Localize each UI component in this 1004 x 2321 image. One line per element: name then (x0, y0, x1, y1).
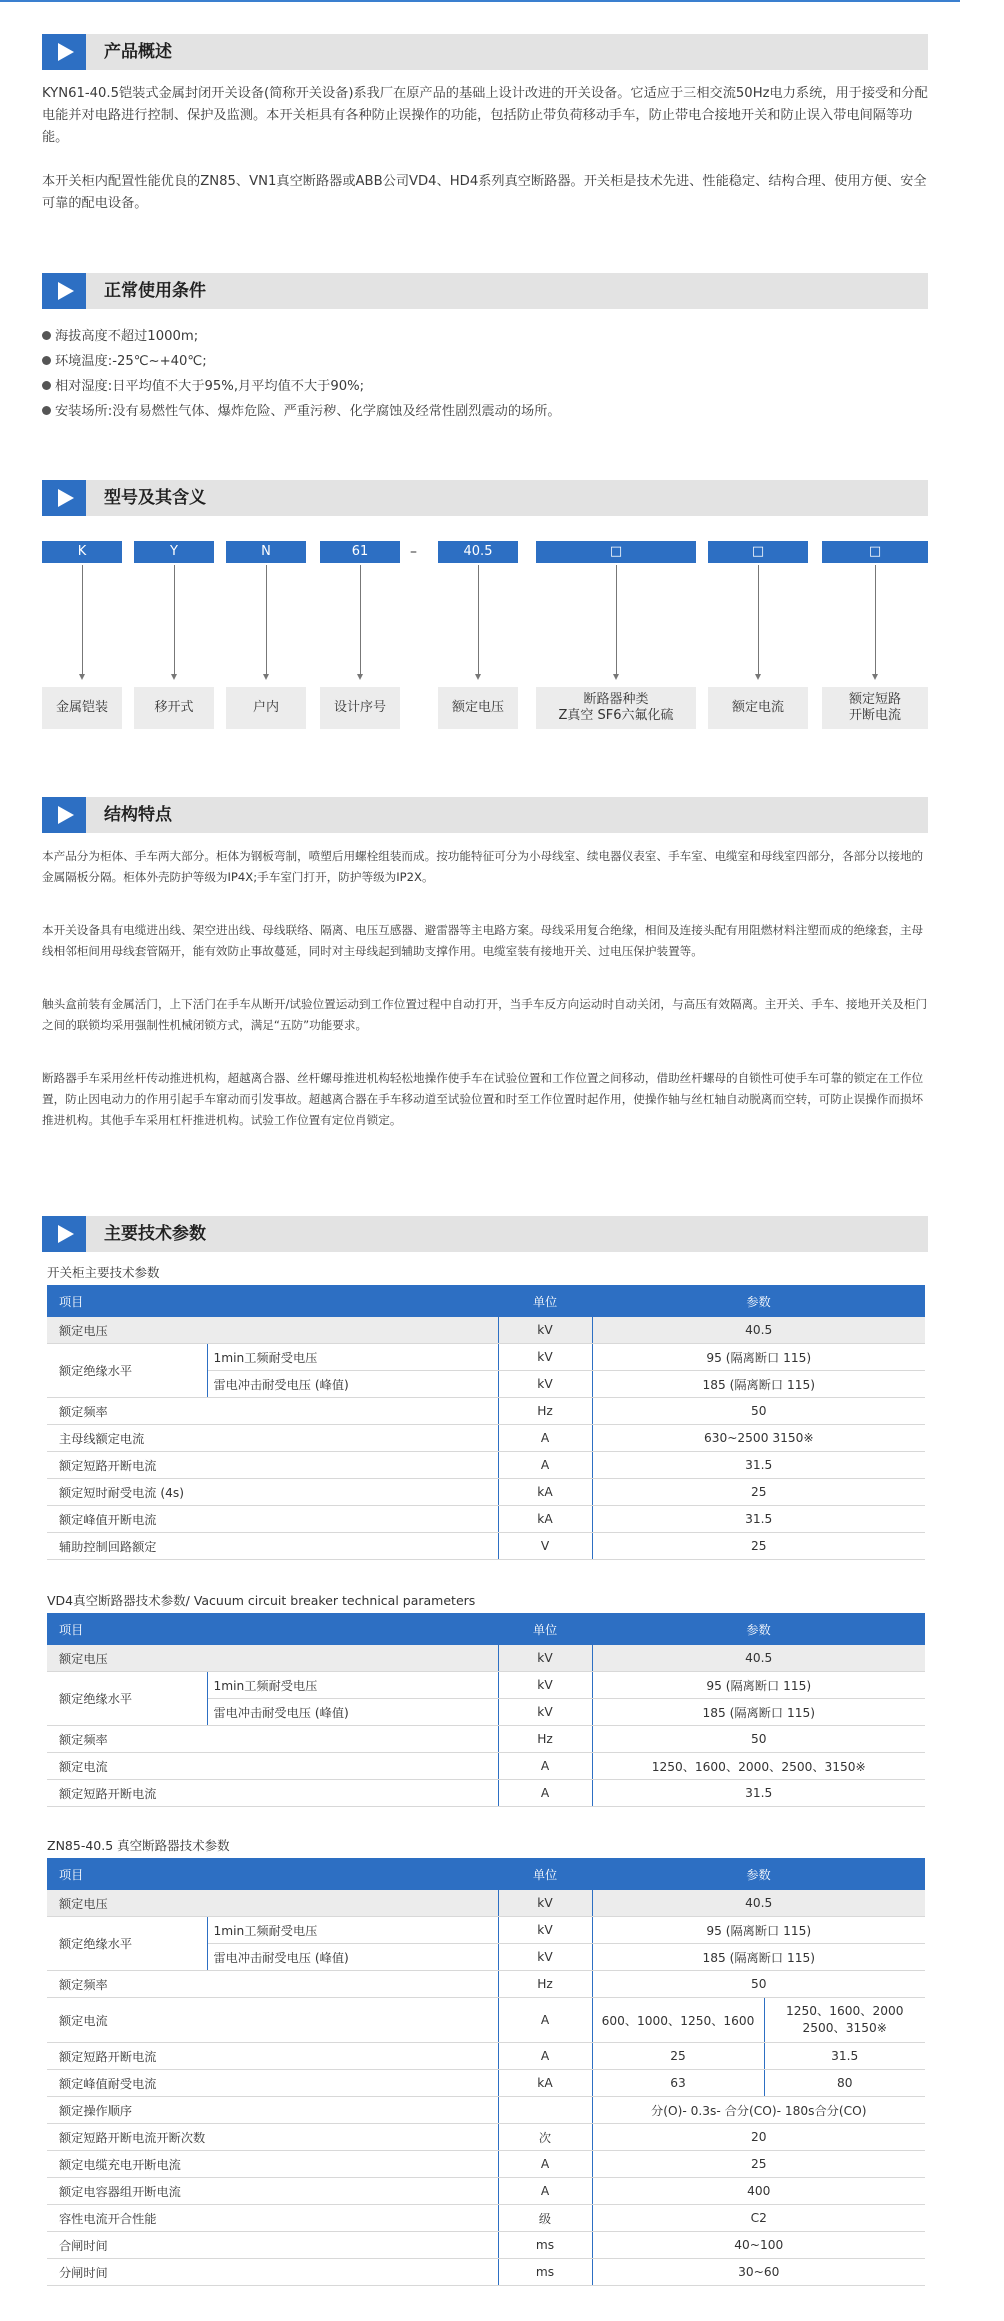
structure-paragraph: 触头盒前装有金属活门，上下活门在手车从断开/试验位置运动到工作位置过程中自动打开，当手车反方向运动时自动关闭，与高压有效隔离。主开关、手车、接地开关及柜门之间的联锁均采用强制性机械闭锁方式，满足“五防”功能要求。 (42, 997, 928, 1032)
model-connector (360, 565, 361, 675)
model-code-box: □ (822, 541, 928, 563)
table-header-row (47, 1858, 925, 1890)
table-caption: VD4真空断路器技术参数/ Vacuum circuit breaker technical parameters (47, 1593, 476, 1608)
overview-paragraph-2: 本开关柜内配置性能优良的ZN85、VN1真空断路器或ABB公司VD4、HD4系列真空断路器。开关柜是技术先进、性能稳定、结构合理、使用方便、安全可靠的配电设备。 (42, 174, 927, 211)
model-code-box: □ (708, 541, 808, 563)
arrow-down-icon (475, 674, 481, 680)
table-row: 额定电压 kV 40.5 (47, 1645, 925, 1672)
structure-paragraph: 断路器手车采用丝杆传动推进机构，超越离合器、丝杆螺母推进机构轻松地操作使手车在试验位置和工作位置之间移动，借助丝杆螺母的自锁性可使手车可靠的锁定在工作位置，防止因电动力的作用引起手车窜动而引发事故。超越离合器在手车移动道至试验位置和时至工作位置时起作用，使操作轴与丝杠轴自动脱离而空转，可防止误操作而损坏推进机构。其他手车采用杠杆推进机构。试验工作位置有定位肖锁定。 (42, 1071, 924, 1127)
model-code-box: N (226, 541, 306, 563)
table-row: 额定频率 Hz 50 (47, 1398, 925, 1425)
table-row: 额定短路开断电流开断次数 次 20 (47, 2124, 925, 2151)
table-row: 额定短路开断电流 A 25 31.5 (47, 2043, 925, 2070)
arrow-down-icon (755, 674, 761, 680)
arrow-down-icon (613, 674, 619, 680)
play-arrow-icon (42, 480, 86, 516)
arrow-down-icon (263, 674, 269, 680)
table-row: 额定峰值开断电流 kA 31.5 (47, 1506, 925, 1533)
model-dash: – (410, 544, 417, 560)
table-row: 额定绝缘水平 1min工频耐受电压 kV 95 (隔离断口 115) (47, 1344, 925, 1371)
structure-paragraph: 本产品分为柜体、手车两大部分。柜体为钢板弯制，喷塑后用螺栓组装而成。按功能特征可分为小母线室、续电器仪表室、手车室、电缆室和母线室四部分，各部分以接地的金属隔板分隔。柜体外壳防护等级为IP4X;手车室门打开，防护等级为IP2X。 (42, 849, 924, 884)
model-code-box: K (42, 541, 122, 563)
model-connector (758, 565, 759, 675)
model-connector (174, 565, 175, 675)
bullet-icon (42, 331, 51, 340)
table-header-row (47, 1613, 925, 1645)
table-row: 额定短路开断电流 A 31.5 (47, 1780, 925, 1807)
model-label: 断路器种类 Z真空 SF6六氟化硫 (536, 687, 696, 729)
model-connector (82, 565, 83, 675)
model-label: 移开式 (134, 687, 214, 729)
model-label: 设计序号 (320, 687, 400, 729)
table-row: 额定电流 A 600、1000、1250、1600 1250、1600、2000 2500、3150※ (47, 1998, 925, 2043)
table-row: 额定短时耐受电流 (4s) kA 25 (47, 1479, 925, 1506)
arrow-down-icon (79, 674, 85, 680)
model-connector (266, 565, 267, 675)
arrow-down-icon (357, 674, 363, 680)
table-caption: 开关柜主要技术参数 (47, 1265, 160, 1280)
table-row: 额定绝缘水平 1min工频耐受电压 kV 95 (隔离断口 115) (47, 1672, 925, 1699)
model-label: 金属铠装 (42, 687, 122, 729)
model-label: 额定短路 开断电流 (822, 687, 928, 729)
header-item: 项目 (47, 1285, 498, 1317)
bullet-icon (42, 406, 51, 415)
model-label: 额定电压 (438, 687, 518, 729)
table-row: 主母线额定电流 A 630~2500 3150※ (47, 1425, 925, 1452)
section-header-overview (42, 34, 928, 70)
table-row: 额定电流 A 1250、1600、2000、2500、3150※ (47, 1753, 925, 1780)
table-row: 雷电冲击耐受电压 (峰值) kV 185 (隔离断口 115) (47, 1699, 925, 1726)
vd4-params-table (47, 1613, 925, 1807)
table-row: 额定操作顺序 分(O)- 0.3s- 合分(CO)- 180s合分(CO) (47, 2097, 925, 2124)
header-value: 参数 (592, 1613, 925, 1645)
model-label: 户内 (226, 687, 306, 729)
model-connector (478, 565, 479, 675)
section-header-conditions (42, 273, 928, 309)
section-title: 型号及其含义 (104, 488, 206, 508)
table-header-row (47, 1285, 925, 1317)
structure-paragraph: 本开关设备具有电缆进出线、架空进出线、母线联络、隔离、电压互感器、避雷器等主电路方案。母线采用复合绝缘，相间及连接头配有用阻燃材料注塑而成的绝缘套，主母线相邻柜间用母线套管隔开，能有效防止事故蔓延，同时对主母线起到辅助支撑作用。电缆室装有接地开关、过电压保护装置等。 (42, 923, 924, 958)
model-connector (875, 565, 876, 675)
model-code-box: 40.5 (438, 541, 518, 563)
section-title: 结构特点 (104, 805, 172, 825)
condition-item: 环境温度:-25℃~+40℃; (42, 351, 207, 373)
section-title: 产品概述 (104, 42, 172, 62)
table-caption: ZN85-40.5 真空断路器技术参数 (47, 1838, 230, 1853)
bullet-icon (42, 356, 51, 365)
model-code-box: □ (536, 541, 696, 563)
table-row: 雷电冲击耐受电压 (峰值) kV 185 (隔离断口 115) (47, 1944, 925, 1971)
table-row: 额定电压 kV 40.5 (47, 1317, 925, 1344)
header-value: 参数 (592, 1285, 925, 1317)
header-item: 项目 (47, 1613, 498, 1645)
top-accent-line (0, 0, 960, 2)
play-arrow-icon (42, 1216, 86, 1252)
play-arrow-icon (42, 273, 86, 309)
switchgear-params-table (47, 1285, 925, 1560)
header-unit: 单位 (498, 1858, 592, 1890)
arrow-down-icon (872, 674, 878, 680)
model-label: 额定电流 (708, 687, 808, 729)
overview-paragraph-1: KYN61-40.5铠装式金属封闭开关设备(简称开关设备)系我厂在原产品的基础上设计改进的开关设备。它适应于三相交流50Hz电力系统，用于接受和分配电能并对电路进行控制、保护及监测。本开关柜具有各种防止误操作的功能，包括防止带负荷移动手车，防止带电合接地开关和防止误入带电间隔等功能。 (42, 86, 928, 145)
bullet-icon (42, 381, 51, 390)
header-item: 项目 (47, 1858, 498, 1890)
header-unit: 单位 (498, 1613, 592, 1645)
table-row: 额定短路开断电流 A 31.5 (47, 1452, 925, 1479)
table-row: 额定电容器组开断电流 A 400 (47, 2178, 925, 2205)
table-row: 合闸时间 ms 40~100 (47, 2232, 925, 2259)
table-row: 额定绝缘水平 1min工频耐受电压 kV 95 (隔离断口 115) (47, 1917, 925, 1944)
section-title: 主要技术参数 (104, 1224, 206, 1244)
table-row: 雷电冲击耐受电压 (峰值) kV 185 (隔离断口 115) (47, 1371, 925, 1398)
play-arrow-icon (42, 797, 86, 833)
table-row: 额定频率 Hz 50 (47, 1726, 925, 1753)
model-code-box: 61 (320, 541, 400, 563)
zn85-params-table (47, 1858, 925, 2286)
table-row: 额定电缆充电开断电流 A 25 (47, 2151, 925, 2178)
table-row: 额定峰值耐受电流 kA 63 80 (47, 2070, 925, 2097)
arrow-down-icon (171, 674, 177, 680)
condition-item: 海拔高度不超过1000m; (42, 326, 198, 348)
condition-item: 相对湿度:日平均值不大于95%,月平均值不大于90%; (42, 376, 364, 398)
model-connector (616, 565, 617, 675)
section-title: 正常使用条件 (104, 281, 206, 301)
table-row: 额定频率 Hz 50 (47, 1971, 925, 1998)
condition-item: 安装场所:没有易燃性气体、爆炸危险、严重污秽、化学腐蚀及经常性剧烈震动的场所。 (42, 401, 561, 423)
table-row: 分闸时间 ms 30~60 (47, 2259, 925, 2286)
header-unit: 单位 (498, 1285, 592, 1317)
model-code-box: Y (134, 541, 214, 563)
header-value: 参数 (592, 1858, 925, 1890)
table-row: 辅助控制回路额定 V 25 (47, 1533, 925, 1560)
section-header-model (42, 480, 928, 516)
table-row: 额定电压 kV 40.5 (47, 1890, 925, 1917)
table-row: 容性电流开合性能 级 C2 (47, 2205, 925, 2232)
play-arrow-icon (42, 34, 86, 70)
section-header-params (42, 1216, 928, 1252)
section-header-structure (42, 797, 928, 833)
